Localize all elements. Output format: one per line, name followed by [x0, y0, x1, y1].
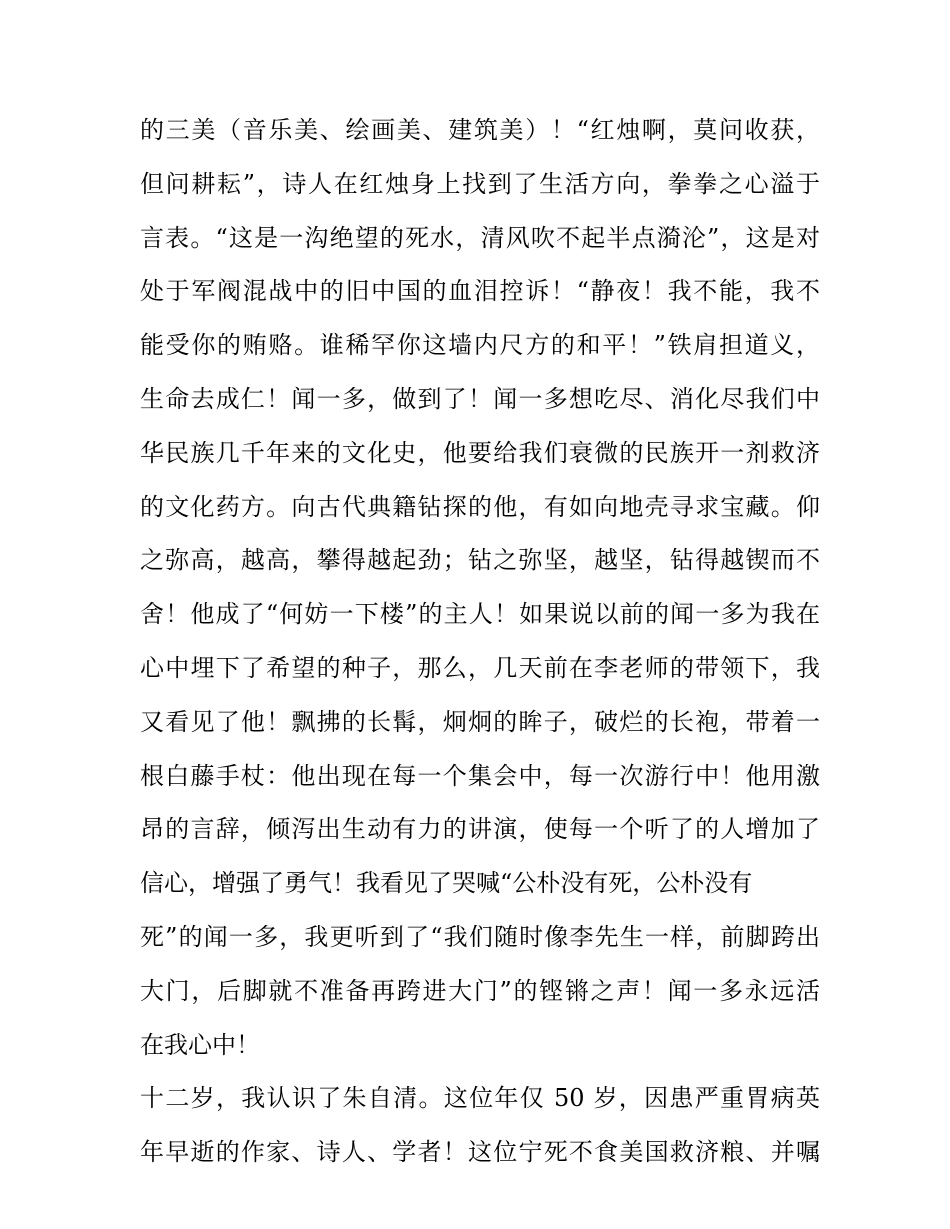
text-line: 处于军阀混战中的旧中国的血泪控诉！“静夜！我不能，我不: [140, 277, 820, 306]
text-line: 生命去成仁！闻一多，做到了！闻一多想吃尽、消化尽我们中: [140, 384, 820, 413]
text-line: 华民族几千年来的文化史，他要给我们衰微的民族开一剂救济: [140, 438, 820, 467]
text-line: 根白藤手杖：他出现在每一个集会中，每一次游行中！他用激: [140, 761, 820, 790]
text-line: 的三美（音乐美、绘画美、建筑美）！“红烛啊，莫问收获，: [140, 116, 820, 144]
text-line: 言表。“这是一沟绝望的死水，清风吹不起半点漪沦”，这是对: [140, 223, 820, 252]
text-line: 年早逝的作家、诗人、学者！这位宁死不食美国救济粮、并嘱: [140, 1138, 820, 1167]
text-line: 又看见了他！飘拂的长髯，炯炯的眸子，破烂的长袍，带着一: [140, 707, 820, 736]
text-line: 信心，增强了勇气！我看见了哭喊“公朴没有死，公朴没有: [140, 869, 753, 898]
text-line: 之弥高，越高，攀得越起劲；钻之弥坚，越坚，钻得越锲而不: [140, 546, 820, 575]
text-line: 心中埋下了希望的种子，那么，几天前在李老师的带领下，我: [140, 653, 820, 682]
text-line: 昂的言辞，倾泻出生动有力的讲演，使每一个听了的人增加了: [140, 815, 820, 844]
text-line: 舍！他成了“何妨一下楼”的主人！如果说以前的闻一多为我在: [140, 600, 820, 629]
text-line: 的文化药方。向古代典籍钻探的他，有如向地壳寻求宝藏。仰: [140, 492, 820, 521]
text-line: 死”的闻一多，我更听到了“我们随时像李先生一样，前脚跨出: [140, 922, 820, 951]
text-line: 在我心中！: [140, 1030, 260, 1059]
text-line: 但问耕耘”，诗人在红烛身上找到了生活方向，拳拳之心溢于: [140, 169, 820, 198]
text-line: 大门，后脚就不准备再跨进大门”的铿锵之声！闻一多永远活: [140, 976, 820, 1005]
text-line: 十二岁，我认识了朱自清。这位年仅 50 岁，因患严重胃病英: [140, 1084, 820, 1113]
text-line: 能受你的贿赂。谁稀罕你这墙内尺方的和平！”铁肩担道义，: [140, 331, 820, 360]
body-text: [140, 112, 820, 1188]
